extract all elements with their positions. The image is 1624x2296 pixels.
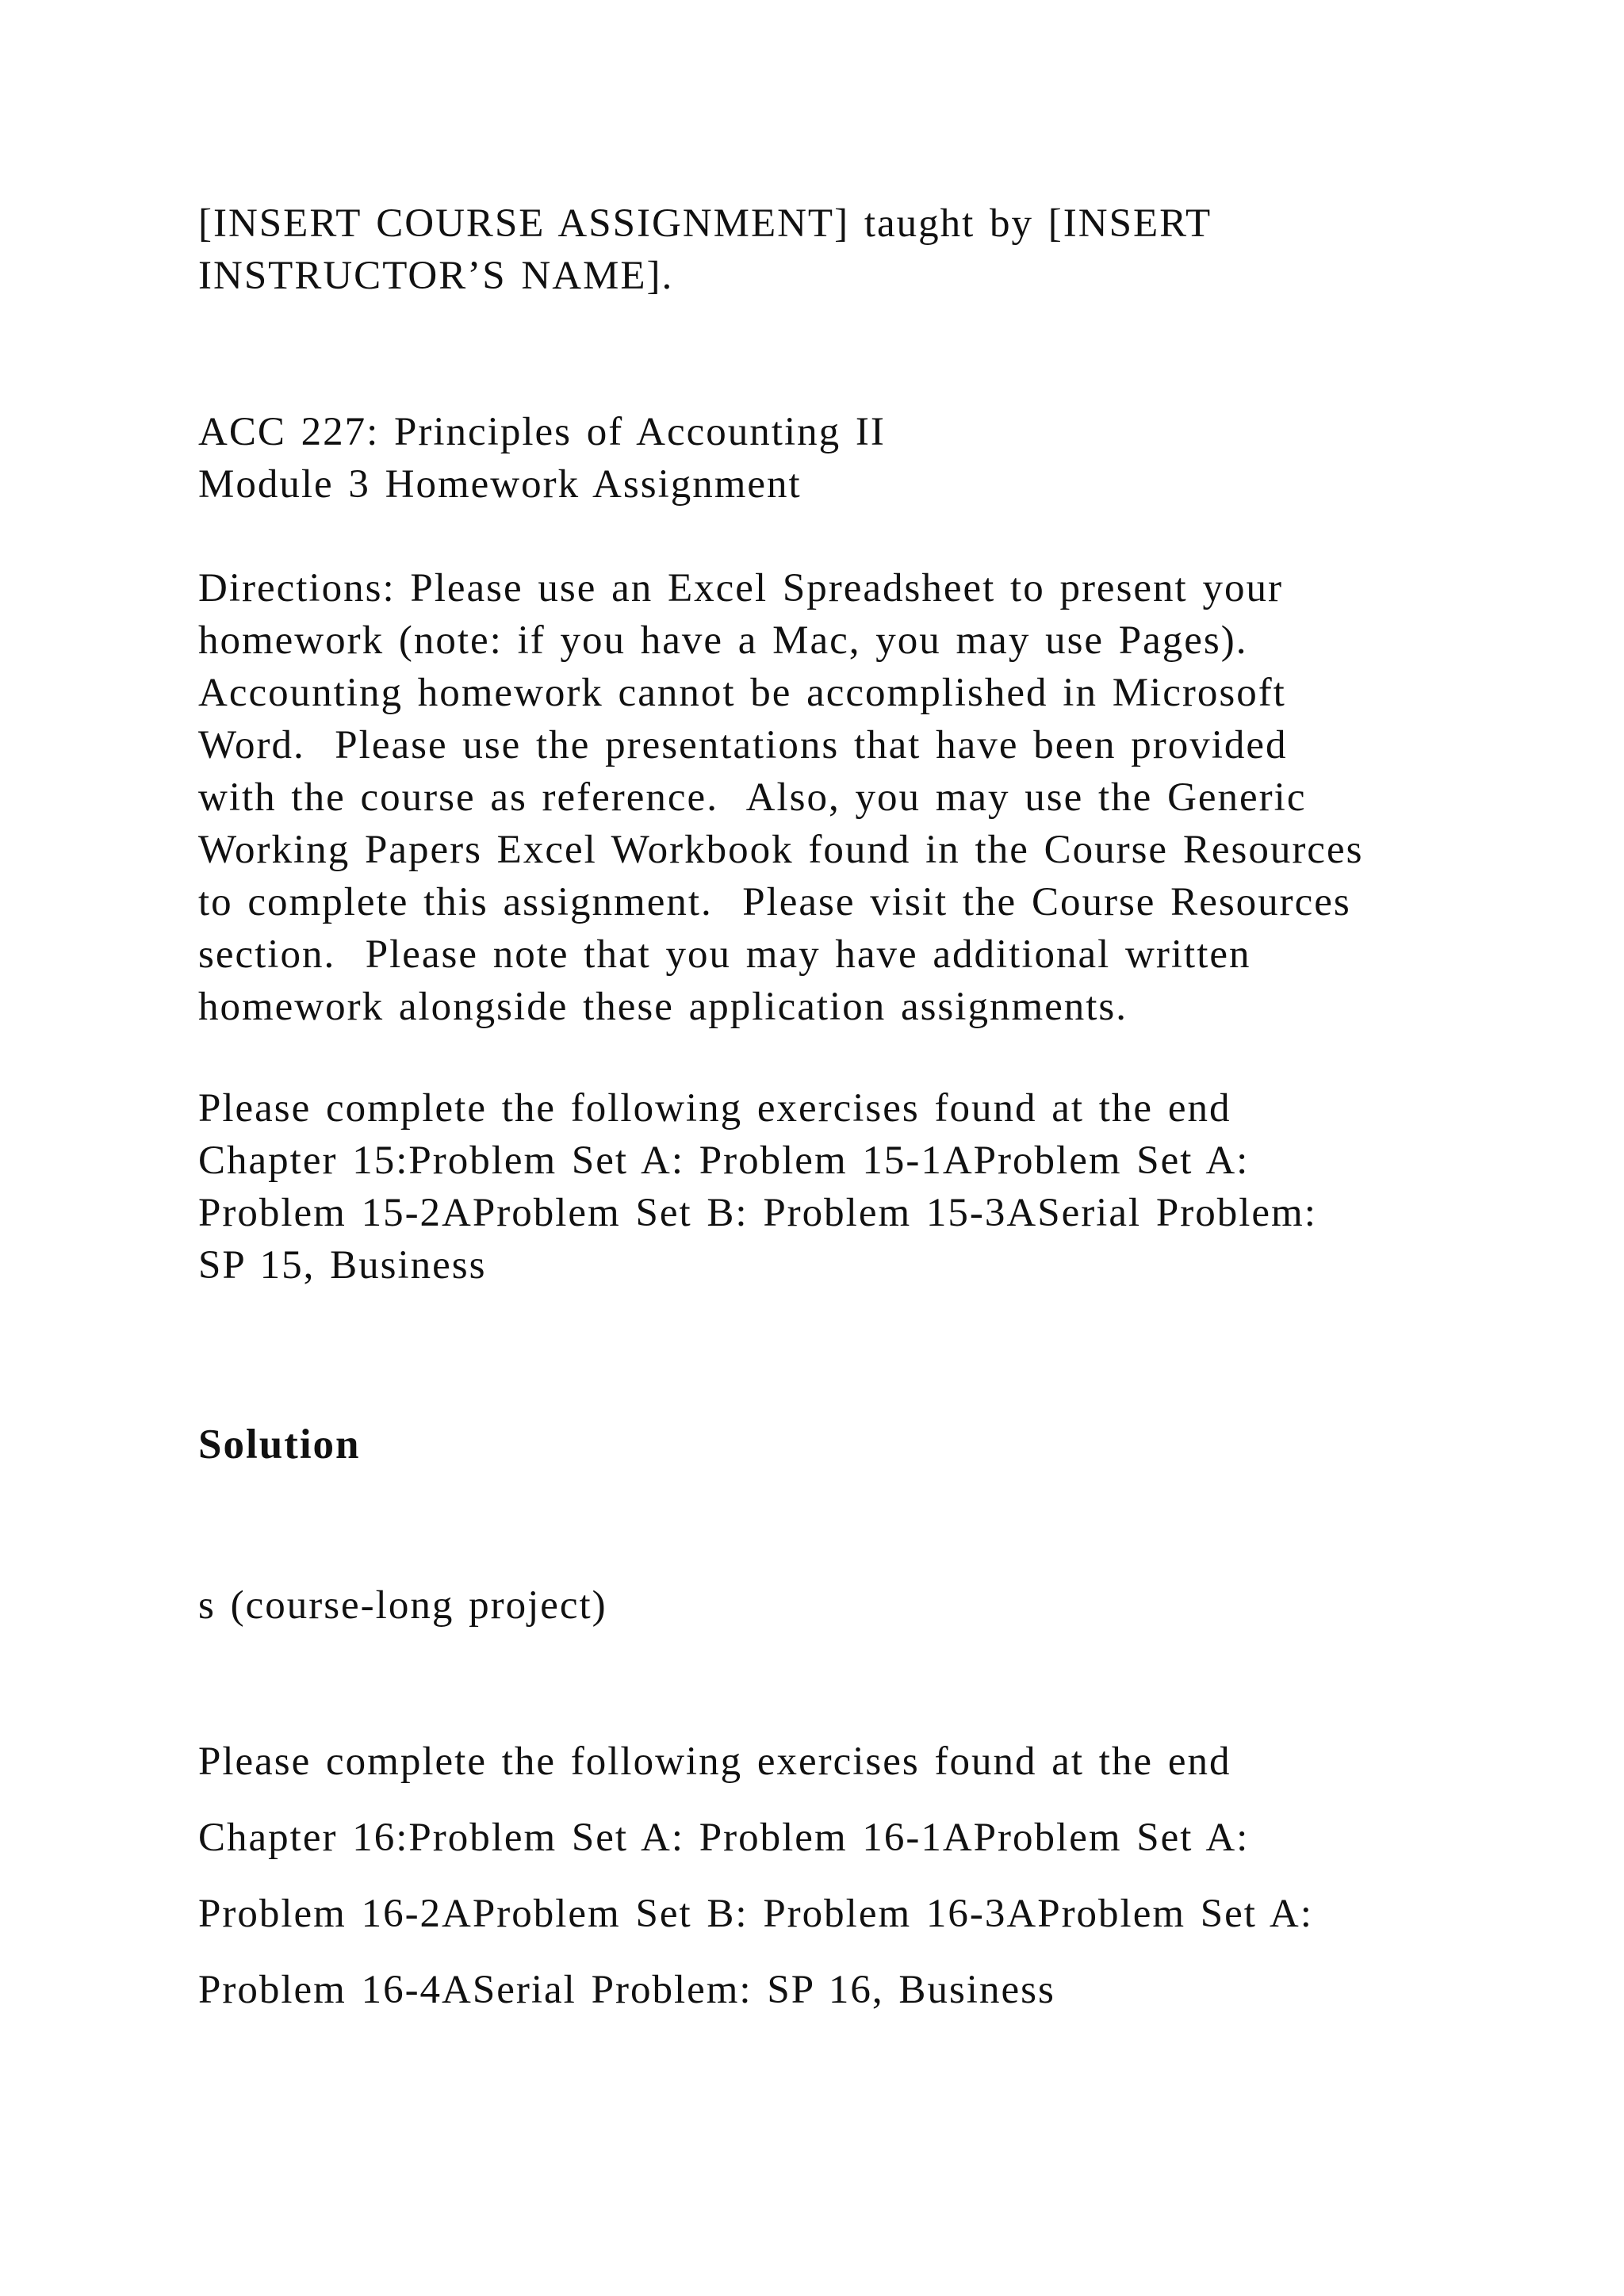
- exercises-line: Problem 16-2AProblem Set B: Problem 16-3AProblem Set A:: [198, 1892, 1313, 1936]
- exercises-line: Chapter 16:Problem Set A: Problem 16-1AProblem Set A:: [198, 1816, 1250, 1860]
- header-note-line: [INSERT COURSE ASSIGNMENT] taught by [INSERT: [198, 201, 1212, 246]
- exercises-line: Problem 15-2AProblem Set B: Problem 15-3ASerial Problem:: [198, 1191, 1317, 1235]
- solution-heading: Solution: [198, 1422, 361, 1468]
- directions-line: to complete this assignment. Please visit the Course Resources: [198, 880, 1351, 924]
- directions-line: homework alongside these application assignments.: [198, 985, 1128, 1029]
- course-subtitle: Module 3 Homework Assignment: [198, 462, 802, 507]
- solution-note-text: s (course-long project): [198, 1583, 607, 1628]
- exercises-chapter-15: [198, 1082, 1507, 1292]
- directions-line: Directions: Please use an Excel Spreadsheet to present your: [198, 566, 1283, 610]
- course-title: ACC 227: Principles of Accounting II: [198, 410, 886, 454]
- directions-line: Accounting homework cannot be accomplished in Microsoft: [198, 671, 1286, 715]
- header-note-line: INSTRUCTOR’S NAME].: [198, 254, 674, 298]
- exercises-line: Please complete the following exercises found at the end: [198, 1086, 1231, 1131]
- exercises-line: Problem 16-4ASerial Problem: SP 16, Business: [198, 1968, 1055, 2012]
- directions-line: section. Please note that you may have additional written: [198, 932, 1251, 977]
- course-heading: [198, 406, 1507, 511]
- solution-note: [198, 1579, 1507, 1632]
- exercises-line: Chapter 15:Problem Set A: Problem 15-1AProblem Set A:: [198, 1138, 1250, 1183]
- header-note: [198, 197, 1507, 302]
- directions-line: Working Papers Excel Workbook found in the Course Resources: [198, 828, 1364, 872]
- exercises-line: SP 15, Business: [198, 1243, 487, 1288]
- directions-line: with the course as reference. Also, you may use the Generic: [198, 775, 1307, 820]
- directions-line: Word. Please use the presentations that have been provided: [198, 723, 1288, 767]
- directions-line: homework (note: if you have a Mac, you may use Pages).: [198, 618, 1248, 663]
- directions-paragraph: [198, 562, 1507, 1033]
- exercises-chapter-16: [198, 1724, 1507, 2028]
- exercises-line: Please complete the following exercises found at the end: [198, 1739, 1231, 1784]
